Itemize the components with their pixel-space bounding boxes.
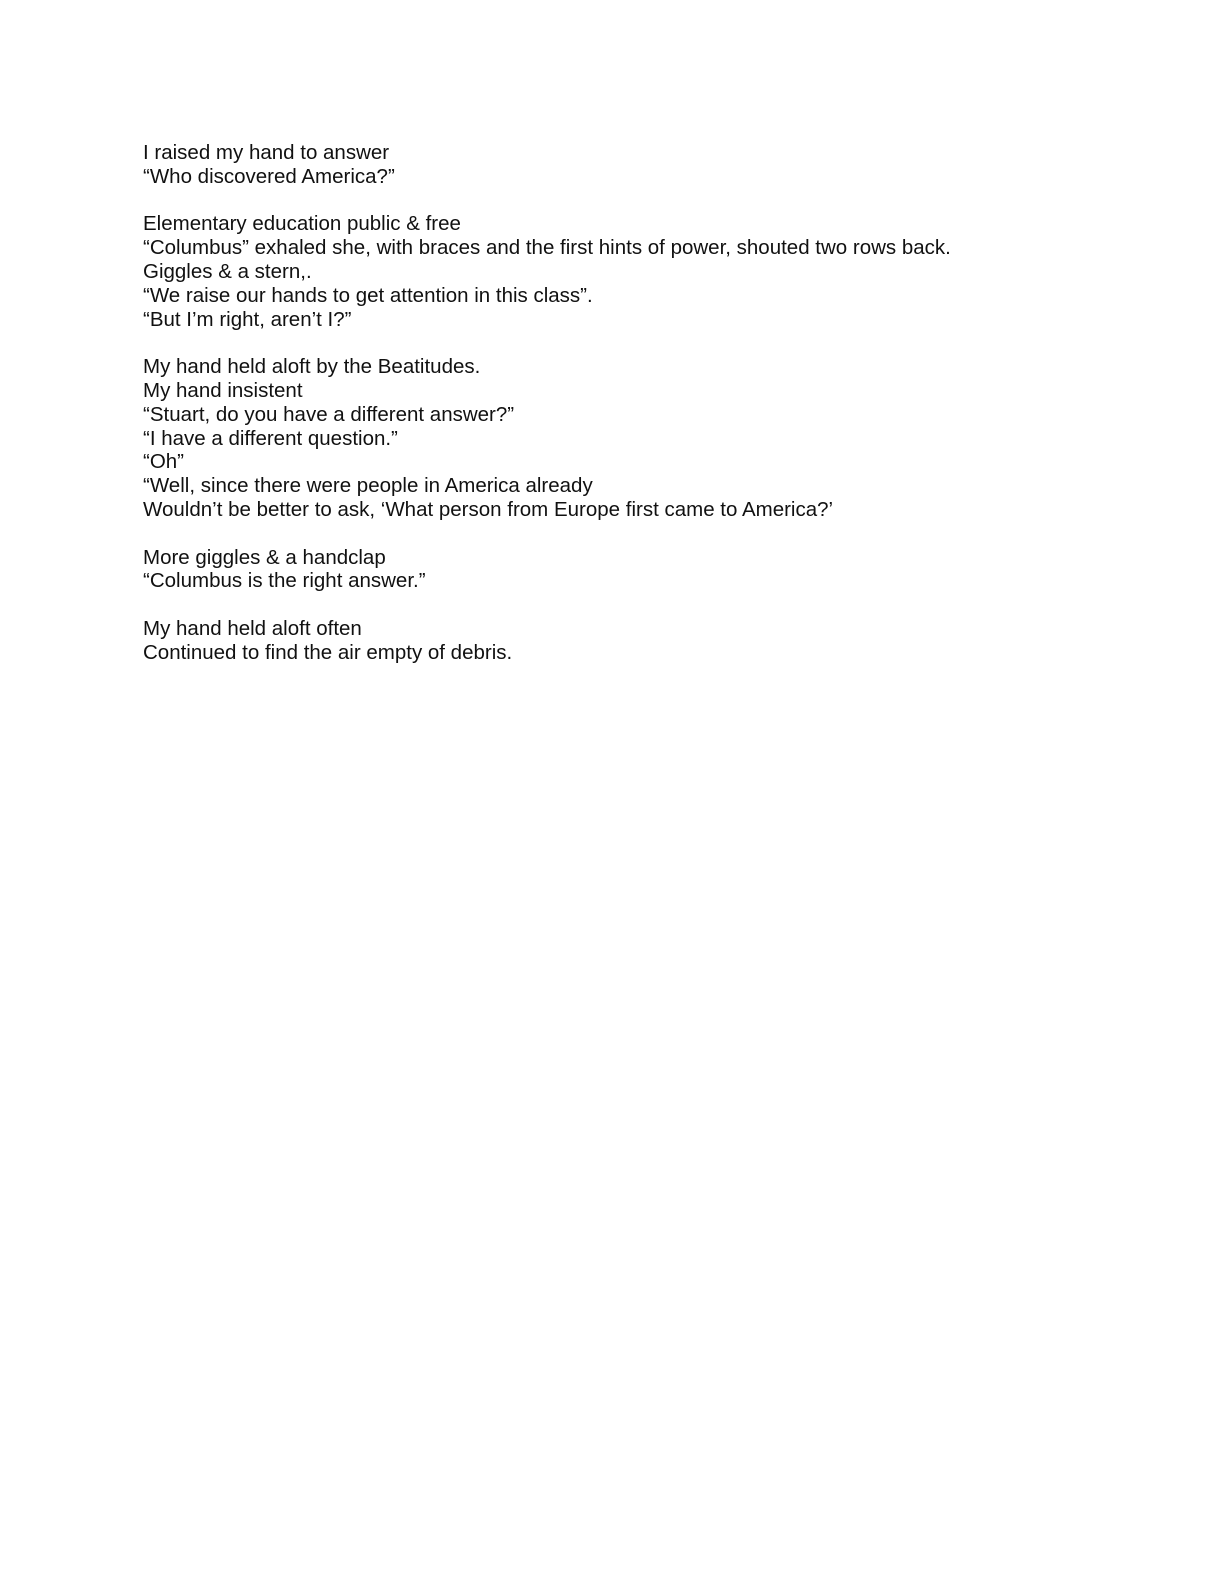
poem-line: “Oh” [143, 450, 184, 474]
poem-line: My hand insistent [143, 378, 303, 402]
stanza-1 [143, 141, 1143, 189]
poem-line: “We raise our hands to get attention in this class”. [143, 283, 593, 307]
poem-line: I raised my hand to answer [143, 141, 390, 164]
poem-line: “Columbus is the right answer.” [143, 569, 426, 593]
poem-line: “Well, since there were people in America already [143, 474, 593, 498]
poem-line: My hand held aloft by the Beatitudes. [143, 355, 481, 379]
poem-line: My hand held aloft often [143, 616, 362, 640]
poem-line: Continued to find the air empty of debris. [143, 640, 513, 664]
poem-line: Wouldn’t be better to ask, ‘What person from Europe first came to America?’ [143, 497, 834, 521]
poem-line: “I have a different question.” [143, 426, 398, 450]
poem-line: Elementary education public & free [143, 212, 461, 236]
poem-line: “But I’m right, aren’t I?” [143, 307, 352, 331]
poem-body [143, 141, 1143, 688]
stanza-4 [143, 546, 1143, 594]
stanza-3 [143, 355, 1143, 522]
poem-line: More giggles & a handclap [143, 545, 386, 569]
poem-line: “Who discovered America?” [143, 164, 395, 188]
stanza-5 [143, 617, 1143, 665]
poem-line: “Columbus” exhaled she, with braces and the first hints of power, shouted two rows back. [143, 236, 951, 260]
stanza-2 [143, 212, 1143, 331]
poem-line: “Stuart, do you have a different answer?” [143, 402, 515, 426]
poem-line: Giggles & a stern,. [143, 259, 312, 283]
